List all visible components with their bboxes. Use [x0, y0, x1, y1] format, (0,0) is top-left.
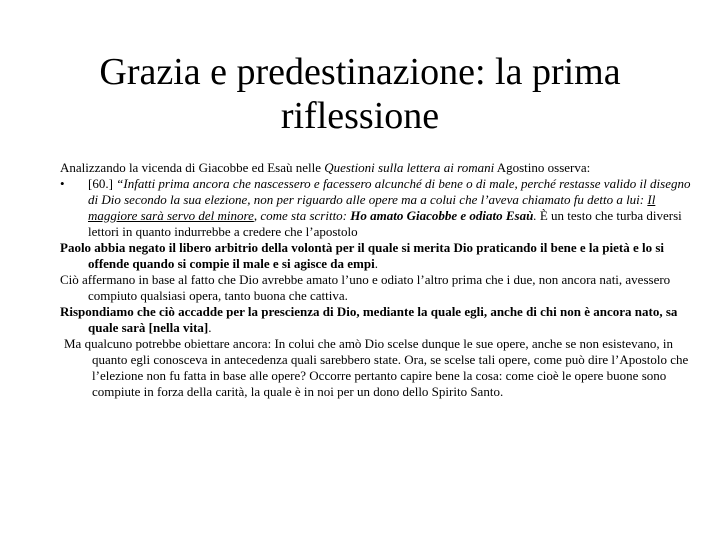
quote-text-a: “Infatti prima ancora che nascessero e facessero alcunché di bene o di male, perché restasse valido il disegno di Dio secondo la sua elezione, non per riguardo alle opere ma a colui che l’aveva chiamato fu detto a lui: — [88, 176, 691, 207]
quote-bold: Ho amato Giacobbe e odiato Esaù — [350, 208, 534, 223]
quote-underlined: Il maggiore sarà servo del minore — [88, 192, 656, 223]
intro-text-a: Analizzando la vicenda di Giacobbe ed Esaù nelle — [60, 160, 325, 175]
quote-tail: È un testo che turba diversi lettori in quanto indurrebbe a credere che l’apostolo — [88, 208, 682, 239]
paolo-end: . — [374, 256, 378, 271]
bullet-icon: • — [60, 176, 65, 191]
quote-reference: [60.] — [88, 176, 117, 191]
paolo-bold-text: Paolo abbia negato il libero arbitrio della volontà per il quale si merita Dio praticando il bene e la pietà e lo si offende quando si compie il male e si agisce da empi — [60, 240, 665, 271]
objection-paragraph: Ma qualcuno potrebbe obiettare ancora: In colui che amò Dio scelse dunque le sue opere, anche se non esistevano, in quanto egli conosceva in antecedenza quali sarebbero state. Ora, se scelse tali opere, come può dire l’Apostolo che l’elezione non fu fatta in base alle opere? Occorre pertanto capire bene la cosa: come cioè le opere buone sono compiute in forza della carità, la quale è in noi per un dono dello Spirito Santo. — [64, 336, 689, 399]
intro-paragraph — [60, 160, 692, 176]
slide-body — [60, 160, 692, 400]
bold-paragraph-paolo — [60, 240, 692, 272]
answer-end: . — [208, 320, 212, 335]
quote-text-b: , come sta scritto: — [253, 208, 351, 223]
quote-paragraph — [60, 176, 692, 240]
affirmation-paragraph: Ciò affermano in base al fatto che Dio avrebbe amato l’uno e odiato l’altro prima che i due, non ancora nati, avessero compiuto qualsiasi opera, tanto buona che cattiva. — [60, 272, 671, 303]
answer-bold-text: Rispondiamo che ciò accadde per la prescienza di Dio, mediante la quale egli, anche di chi non è ancora nato, sa quale sarà [nella vita] — [60, 304, 678, 335]
quote-text-c: . — [533, 208, 540, 223]
work-title: Questioni sulla lettera ai romani — [324, 160, 495, 175]
slide-title: Grazia e predestinazione: la prima riflessione — [99, 51, 621, 137]
intro-text-b: Agostino osserva: — [494, 160, 591, 175]
bold-paragraph-answer — [60, 304, 692, 336]
